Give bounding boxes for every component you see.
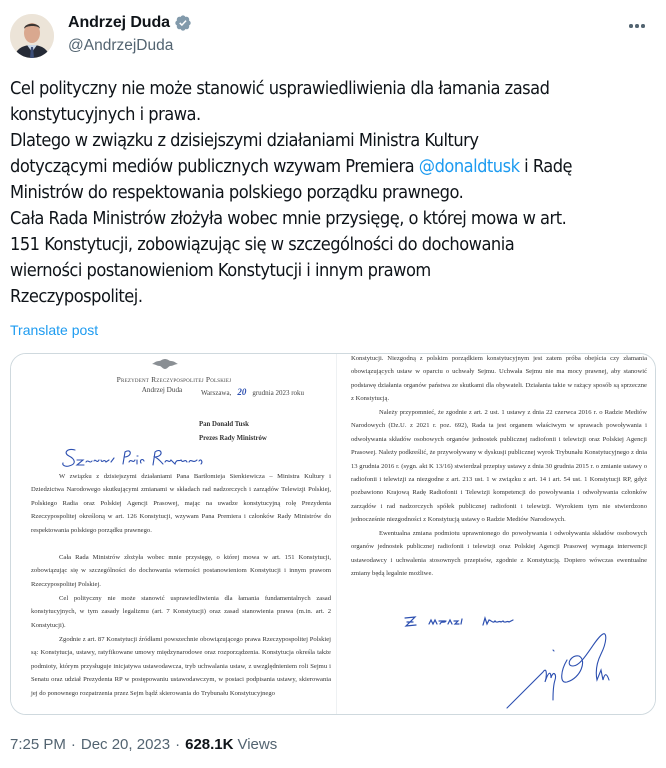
attached-image-letter[interactable] (10, 353, 656, 715)
tweet-text-segment: i Radę (519, 157, 573, 177)
tweet-line: Cel polityczny nie może stanowić usprawiedliwienia dla łamania zasad (10, 79, 550, 99)
tweet-line: Cała Rada Ministrów złożyła wobec mnie przysięgę, o której mowa w art. (10, 209, 567, 229)
tweet-line: konstytucyjnych i prawa. (10, 105, 201, 125)
tweet-line: wierności postanowieniom Konstytucji i innym prawom (10, 261, 431, 281)
more-horizontal-icon (629, 24, 633, 28)
more-options-button[interactable] (624, 16, 650, 36)
addressee-title: Prezes Rady Ministrów (199, 435, 267, 442)
translate-post-link[interactable]: Translate post (10, 322, 99, 338)
letterhead: Prezydent Rzeczypospolitej Polskiej (116, 375, 232, 384)
tweet-line: Dlatego w związku z dzisiejszymi działaniami Ministra Kultury (10, 131, 479, 151)
avatar[interactable] (10, 14, 54, 58)
views-label[interactable]: Views (237, 736, 278, 753)
meta-separator: · (175, 736, 181, 753)
letter-page-1[interactable] (11, 354, 337, 714)
avatar-photo-icon (10, 14, 54, 58)
tweet-line (10, 154, 652, 180)
date-rest: grudnia 2023 roku (252, 389, 305, 397)
place: Warszawa, (201, 389, 232, 397)
author-handle[interactable]: @AndrzejDuda (68, 37, 174, 54)
tweet-header (0, 0, 666, 72)
letter-paragraph: Należy przypomnieć, że zgodnie z art. 2 ust. 1 ustawy z dnia 22 czerwca 2016 r. o Radzie Mediów Narodowych (Dz.U. z 2021 r. poz. 692), Rada ta jest organem właściwym w sprawach powoływania i odwoływania składów osobowych organów jednostek publicznej radiofonii i telewizji oraz Polskiej Agencji Prasowej. Należy podkreślić, że przywoływany w dyskusji publicznej wyrok Trybunału Konstytucyjnego z dnia 13 grudnia 2016 r. (sygn. akt K 13/16) stwierdzał przepisy ustawy z dnia 30 grudnia 2015 r. o zmianie ustawy o radiofonii i telewizji za niezgodne z art. 213 ust. 1 w związku z art. 14 i art. 54 ust. 1 Konstytucji RP, gdyż pozbawiono Krajową Radę Radiofonii i Telewizji kompetencji do powoływania i odwoływania członków zarządów i rad nadzorczych spółek publicznej radiofonii i telewizji. Wyrokiem tym nie stwierdzono jednocześnie niezgodności z Konstytucją ustawy o Radzie Mediów Narodowych. (351, 409, 647, 524)
letterhead-author: Andrzej Duda (141, 386, 183, 394)
letter-paragraph: Ewentualna zmiana podmiotu uprawnionego do powoływania i odwoływania składów osobowych organów jednostek publicznej radiofonii i telewizji oraz Polskiej Agencji Prasowej wymaga interwencji ustawodawcy i uchwalenia stosownych przepisów, zgodnie z Konstytucją. Dopiero wówczas ewentualne zmiany będą legalnie możliwe. (351, 530, 647, 578)
tweet-date[interactable]: Dec 20, 2023 (80, 736, 171, 753)
handwritten-salutation-icon (61, 444, 231, 470)
tweet-line: Ministrów do respektowania polskiego porządku prawnego. (10, 183, 464, 203)
tweet-meta (10, 736, 277, 753)
author-display-name[interactable]: Andrzej Duda (68, 14, 170, 31)
tweet-text (10, 76, 652, 310)
tweet-line: 151 Konstytucji, zobowiązując się w szczególności do dochowania (10, 235, 515, 255)
views-count[interactable]: 628.1K (185, 736, 234, 753)
tweet-line: Rzeczypospolitej. (10, 287, 143, 307)
tweet-time[interactable]: 7:25 PM (10, 736, 66, 753)
place-date (201, 386, 304, 400)
mention-link-donaldtusk[interactable]: @donaldtusk (418, 157, 520, 177)
letter-paragraph: W związku z dzisiejszymi działaniami Pana Bartłomieja Sienkiewicza – Ministra Kultury i Dziedzictwa Narodowego skutkującymi zmianami w składach rad nadzorczych i zarządów Telewizji Polskiej, Polskiego Radia oraz Polskiej Agencji Prasowej, mając na uwadze konstytucyjną rolę Prezydenta Rzeczypospolitej określoną w art. 126 Konstytucji, wzywam Pana Premiera i członków Rady Ministrów do respektowania polskiego porządku prawnego. (31, 473, 331, 534)
letter-paragraph: Konstytucji. Niezgodną z polskim porządkiem konstytucyjnym jest zatem próba obejścia czy złamania obowiązujących ustaw w oparciu o uchwały Sejmu. Uchwała Sejmu nie ma mocy prawnej, aby stanowić podstawę działania organów państwa ze skutkami dla obywateli. Działania takie w rażący sposób są sprzeczne z Konstytucją. (351, 355, 647, 403)
letter-paragraph: Zgodnie z art. 87 Konstytucji źródłami powszechnie obowiązującego prawa Rzeczypospolitej Polskiej są: Konstytucja, ustawy, ratyfikowane umowy międzynarodowe oraz rozporządzenia. Konstytucja określa także podmioty, którym przysługuje inicjatywa ustawodawcza, tryb uchwalania ustaw, z uwzględnieniem roli Sejmu i Senatu oraz udział Prezydenta RP w postępowaniu ustawodawczym, w postaci podpisania ustawy, skierowania jej do ponownego rozpatrzenia przez Sejm bądź skierowania do Trybunału Konstytucyjnego (31, 636, 331, 697)
handwritten-signature-icon (503, 626, 623, 714)
letter-page-2[interactable] (337, 354, 656, 714)
letter-paragraph: Cel polityczny nie może stanowić usprawiedliwienia dla łamania fundamentalnych zasad konstytucyjnych, w tym zasady legalizmu (art. 7 Konstytucji) oraz zasad stanowienia prawa (m.in. art. 2 Konstytucji). (31, 595, 331, 629)
meta-separator: · (70, 736, 76, 753)
tweet-text-segment: dotyczącymi mediów publicznych wzywam Premiera (10, 157, 419, 177)
letter-paragraph: Cała Rada Ministrów złożyła wobec mnie przysięgę, o której mowa w art. 151 Konstytucji, zobowiązując się w szczególności do dochowania wierności postanowieniom Konstytucji i innym prawom Rzeczypospolitej Polskiej. (31, 554, 331, 588)
addressee-name: Pan Donald Tusk (199, 421, 249, 428)
eagle-emblem-icon (151, 358, 179, 370)
handwritten-day: 20 (237, 387, 247, 397)
verified-badge-icon[interactable] (174, 14, 192, 32)
